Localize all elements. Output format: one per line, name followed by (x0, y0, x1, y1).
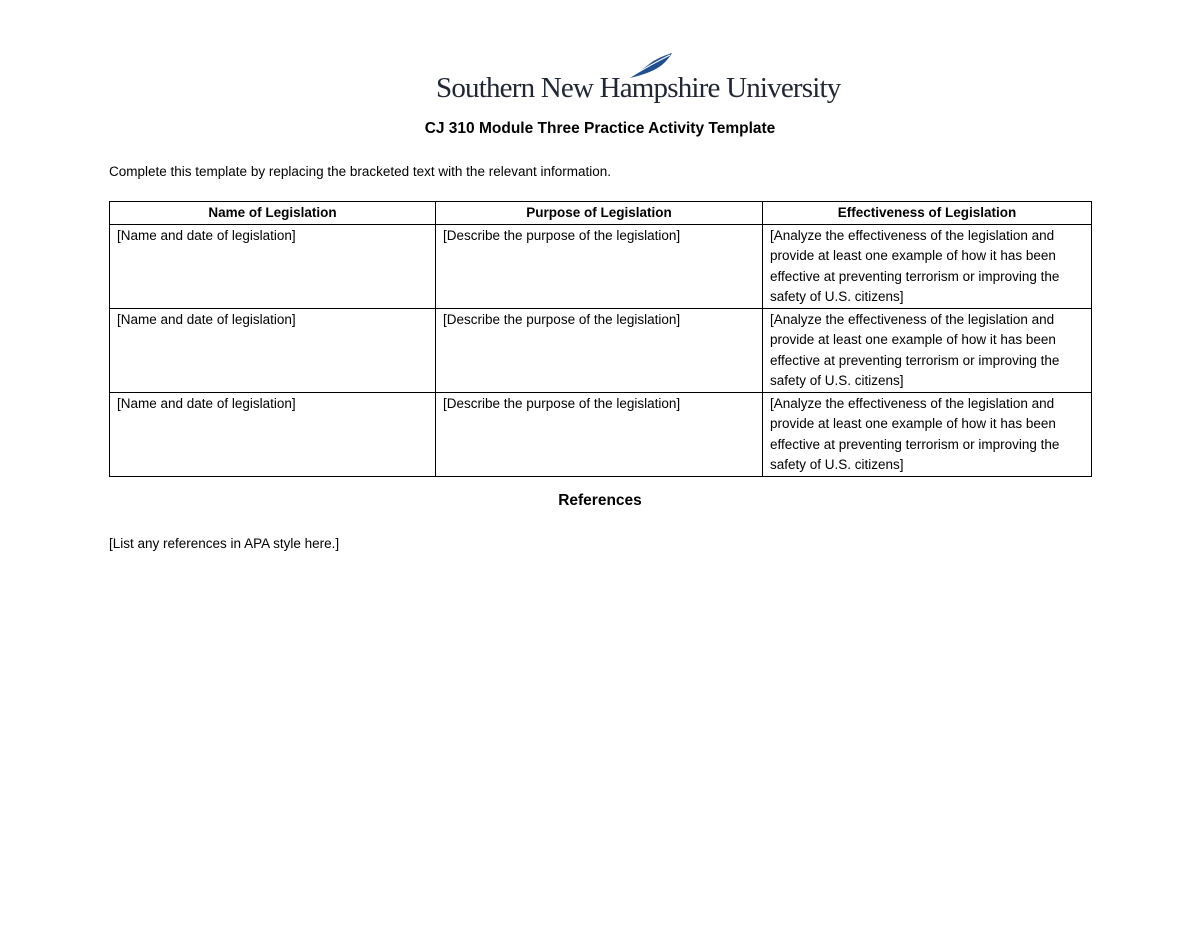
page-title: CJ 310 Module Three Practice Activity Template (424, 120, 776, 137)
cell-legislation-effectiveness[interactable]: [Analyze the effectiveness of the legislation and provide at least one example of how it has been effective at preventing terrorism or improving the safety of U.S. citizens] (763, 392, 1092, 476)
cell-legislation-effectiveness[interactable]: [Analyze the effectiveness of the legislation and provide at least one example of how it has been effective at preventing terrorism or improving the safety of U.S. citizens] (763, 224, 1092, 308)
header-purpose-of-legislation: Purpose of Legislation (436, 202, 763, 225)
references-heading: References (558, 492, 642, 509)
cell-legislation-name[interactable]: [Name and date of legislation] (110, 308, 436, 392)
university-logo (432, 52, 841, 108)
cell-legislation-name[interactable]: [Name and date of legislation] (110, 392, 436, 476)
references-placeholder[interactable]: [List any references in APA style here.] (109, 536, 340, 551)
table-row (110, 224, 1092, 308)
cell-legislation-name[interactable]: [Name and date of legislation] (110, 224, 436, 308)
logo-wordmark: Southern New Hampshire University (436, 72, 841, 104)
table-header-row (110, 202, 1092, 225)
header-name-of-legislation: Name of Legislation (110, 202, 436, 225)
cell-legislation-purpose[interactable]: [Describe the purpose of the legislation] (436, 224, 763, 308)
cell-legislation-effectiveness[interactable]: [Analyze the effectiveness of the legislation and provide at least one example of how it has been effective at preventing terrorism or improving the safety of U.S. citizens] (763, 308, 1092, 392)
cell-legislation-purpose[interactable]: [Describe the purpose of the legislation] (436, 392, 763, 476)
instructions-text: Complete this template by replacing the bracketed text with the relevant information. (109, 164, 612, 179)
legislation-table (109, 201, 1092, 477)
table-row (110, 308, 1092, 392)
header-effectiveness-of-legislation: Effectiveness of Legislation (763, 202, 1092, 225)
cell-legislation-purpose[interactable]: [Describe the purpose of the legislation] (436, 308, 763, 392)
table-row (110, 392, 1092, 476)
